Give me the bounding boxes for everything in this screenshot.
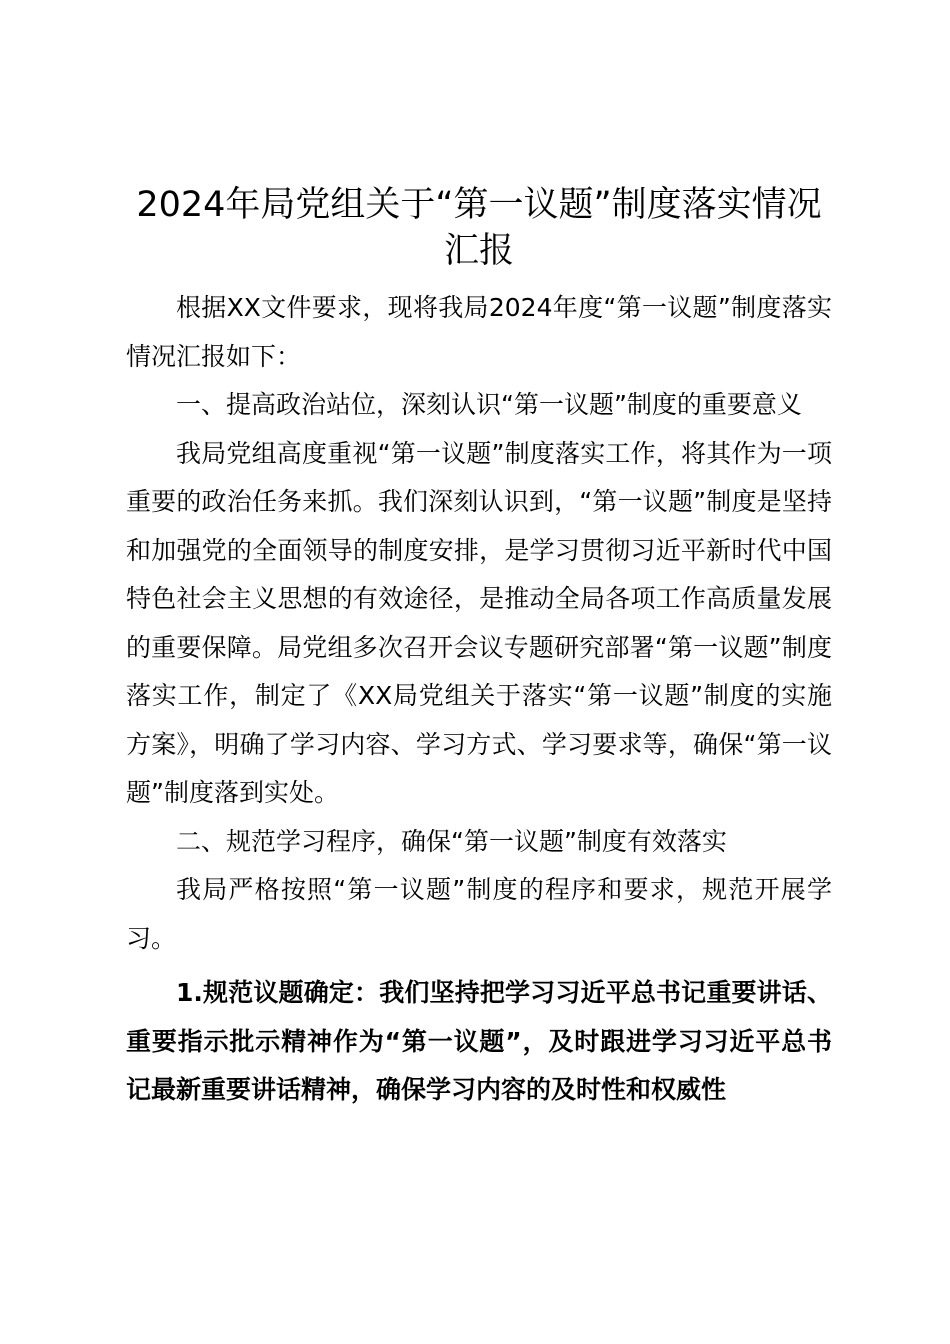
document-title: 2024年局党组关于“第一议题”制度落实情况汇报 <box>136 185 822 271</box>
paragraph-section-1-body: 我局党组高度重视“第一议题”制度落实工作，将其作为一项重要的政治任务来抓。我们深刻认识到，“第一议题”制度是坚持和加强党的全面领导的制度安排，是学习贯彻习近平新时代中国特色社会主义思想的有效途径，是推动全局各项工作高质量发展的重要保障。局党组多次召开会议专题研究部署“第一议题”制度落实工作，制定了《XX局党组关于落实“第一议题”制度的实施方案》，明确了学习内容、学习方式、学习要求等，确保“第一议题”制度落到实处。 <box>126 438 832 807</box>
document-body <box>126 182 832 1115</box>
section-heading-1: 一、提高政治站位，深刻认识“第一议题”制度的重要意义 <box>176 390 802 419</box>
paragraph-intro: 根据XX文件要求，现将我局2024年度“第一议题”制度落实情况汇报如下： <box>126 293 832 371</box>
section-heading-2: 二、规范学习程序，确保“第一议题”制度有效落实 <box>176 826 727 856</box>
paragraph-section-2-intro: 我局严格按照“第一议题”制度的程序和要求，规范开展学习。 <box>126 875 832 953</box>
paragraph-point-1-bold: 1.规范议题确定：我们坚持把学习习近平总书记重要讲话、重要指示批示精神作为“第一议题”，及时跟进学习习近平总书记最新重要讲话精神，确保学习内容的及时性和权威性 <box>126 978 832 1104</box>
